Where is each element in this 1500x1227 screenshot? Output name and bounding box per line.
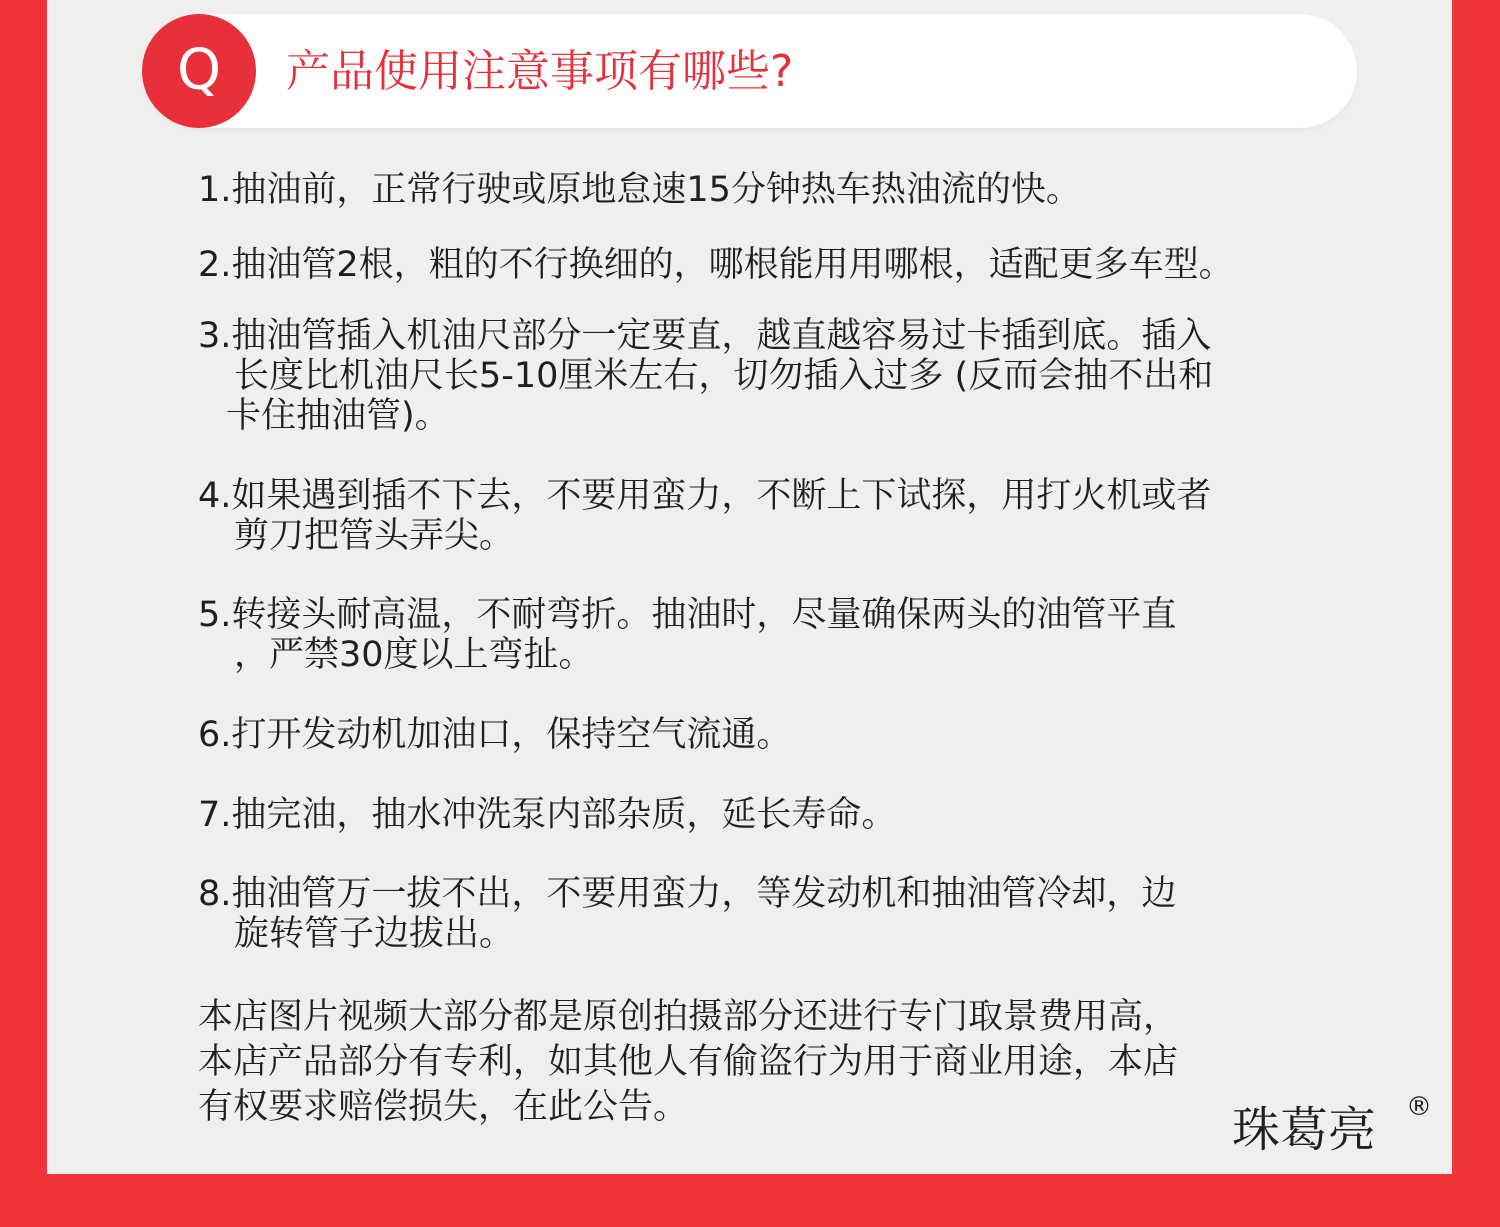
question-badge: Q — [142, 14, 256, 128]
brand-name: 珠葛亮 — [1232, 1102, 1377, 1158]
list-item — [198, 595, 1363, 675]
item-line: ，严禁30度以上弯扯。 — [234, 635, 594, 675]
list-item — [198, 715, 1363, 755]
item-line: 卡住抽油管)。 — [226, 396, 450, 436]
list-item — [198, 316, 1363, 436]
copyright-notice — [198, 995, 1358, 1130]
list-item — [198, 170, 1363, 210]
item-line: 长度比机油尺长5-10厘米左右，切勿插入过多 (反而会抽不出和 — [234, 356, 1214, 396]
item-line: 剪刀把管头弄尖。 — [234, 516, 515, 556]
item-line: 3.抽油管插入机油尺部分一定要直，越直越容易过卡插到底。插入 — [198, 316, 1212, 356]
notice-line: 有权要求赔偿损失，在此公告。 — [198, 1087, 689, 1127]
list-item — [198, 874, 1363, 954]
list-item — [198, 795, 1363, 835]
notice-line: 本店产品部分有专利，如其他人有偷盗行为用于商业用途，本店 — [198, 1042, 1179, 1082]
item-line: 1.抽油前，正常行驶或原地怠速15分钟热车热油流的快。 — [198, 170, 1081, 210]
list-item — [198, 476, 1363, 556]
question-title: 产品使用注意事项有哪些? — [286, 46, 794, 97]
registered-mark: ® — [1406, 1092, 1432, 1122]
item-line: 旋转管子边拔出。 — [234, 914, 515, 954]
item-line: 6.打开发动机加油口，保持空气流通。 — [198, 715, 792, 755]
notice-line: 本店图片视频大部分都是原创拍摄部分还进行专门取景费用高， — [198, 997, 1179, 1037]
item-line: 2.抽油管2根，粗的不行换细的，哪根能用用哪根，适配更多车型。 — [198, 245, 1234, 285]
list-item — [198, 245, 1363, 285]
item-line: 5.转接头耐高温，不耐弯折。抽油时，尽量确保两头的油管平直 — [198, 595, 1177, 635]
item-line: 4.如果遇到插不下去，不要用蛮力，不断上下试探，用打火机或者 — [198, 476, 1212, 516]
item-line: 7.抽完油，抽水冲洗泵内部杂质，延长寿命。 — [198, 795, 897, 835]
item-line: 8.抽油管万一拔不出，不要用蛮力，等发动机和抽油管冷却，边 — [198, 874, 1177, 914]
